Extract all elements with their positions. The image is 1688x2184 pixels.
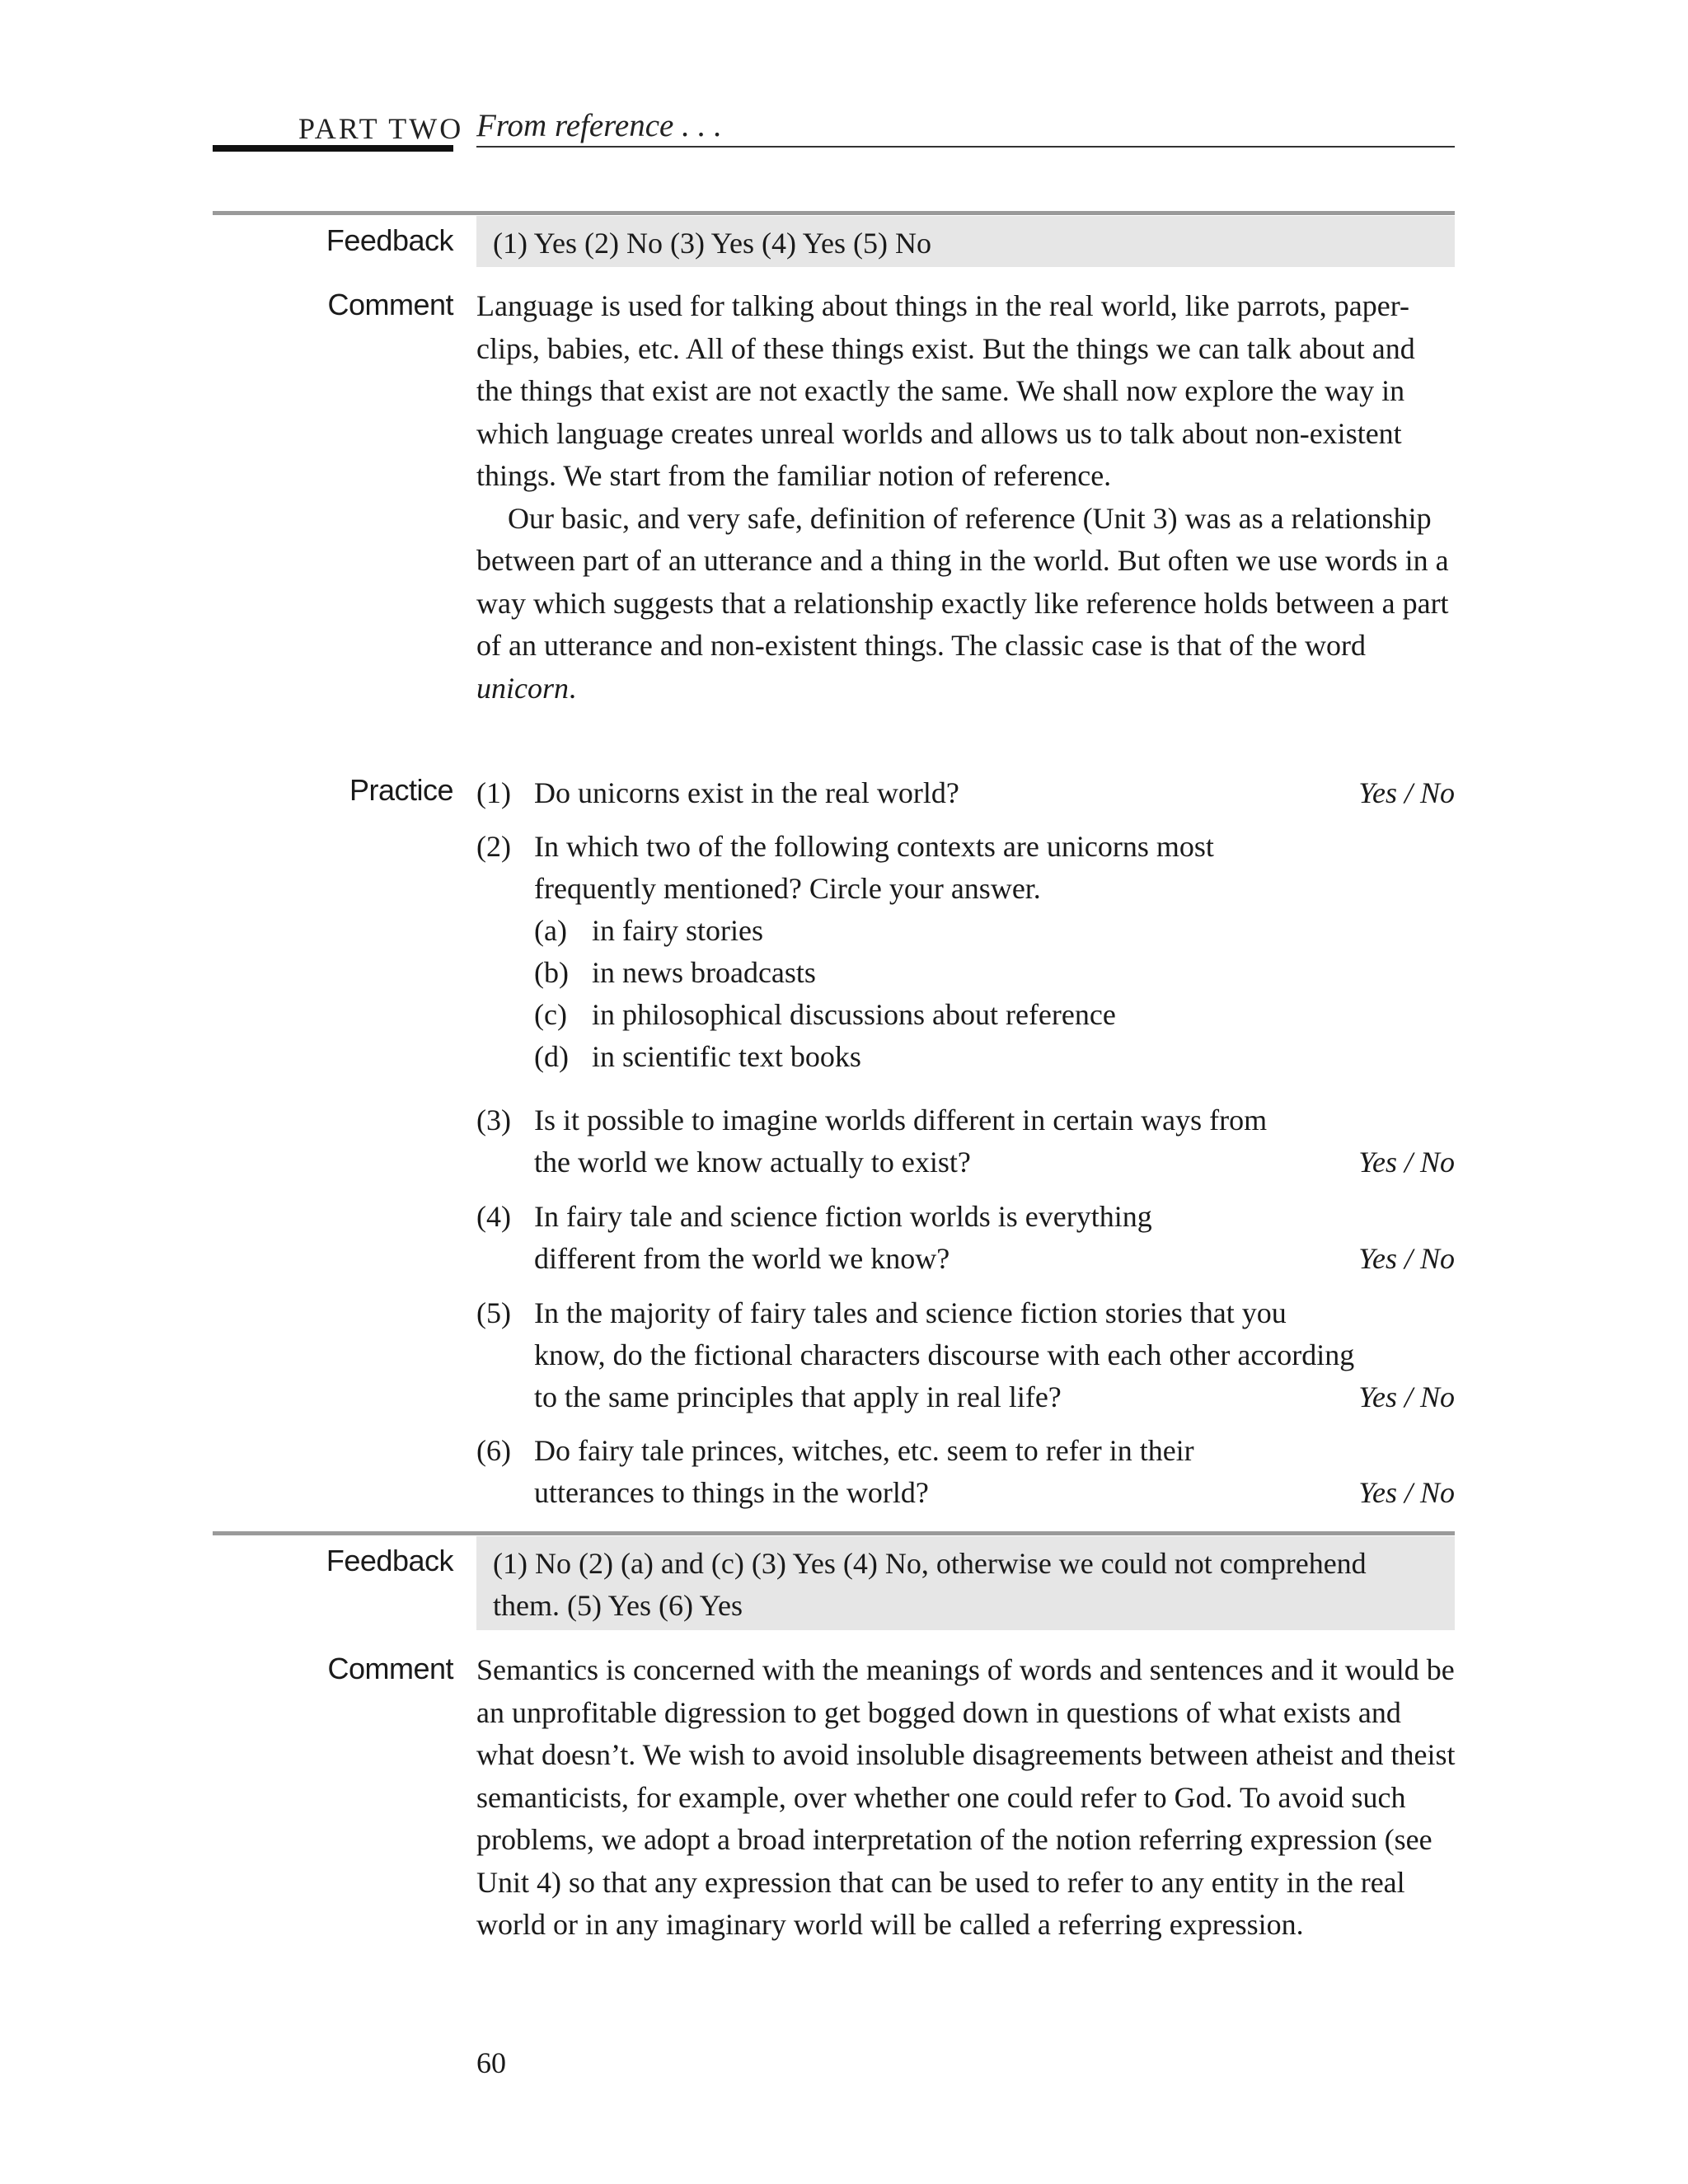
feedback-label: Feedback [326,1544,453,1577]
practice-item: (3) Is it possible to imagine worlds different in certain ways from the world we know actually to exist? Yes / No [476,1099,1455,1183]
comment-text [476,285,1457,710]
practice-item: (2) In which two of the following contexts are unicorns most frequently mentioned? Circle your answer. (a) in fairy stories (b) in news broadcasts (c) in philosophical discussions about reference (d) in scientific text books [476,826,1455,1078]
practice-label: Practice [349,773,453,807]
running-header-part: PART TWO [298,112,464,145]
yes-no-choice[interactable]: Yes / No [1358,1476,1455,1509]
comment-paragraph: Our basic, and very safe, definition of reference (Unit 3) was as a relationship between part of an utterance and a thing in the world. But often we use words in a way which suggests that a relationship exactly like reference holds between a part of an utterance and non-existent things. The classic case is that of the word unicorn. [476,501,1449,705]
feedback-box [476,1536,1455,1630]
option-item[interactable]: (d) in scientific text books [534,1040,861,1073]
practice-item: (1) Do unicorns exist in the real world? Yes / No [476,772,1455,814]
yes-no-choice[interactable]: Yes / No [1358,776,1455,809]
section-rule [213,1531,1455,1535]
option-item[interactable]: (c) in philosophical discussions about reference [534,998,1116,1031]
comment-text [476,1649,1457,1947]
page-number: 60 [476,2046,506,2079]
feedback-label: Feedback [326,223,453,257]
option-item[interactable]: (b) in news broadcasts [534,956,816,989]
yes-no-choice[interactable]: Yes / No [1358,1242,1455,1275]
comment-label: Comment [327,1652,453,1685]
practice-item: (4) In fairy tale and science fiction worlds is everything different from the world we know? Yes / No [476,1196,1455,1280]
yes-no-choice[interactable]: Yes / No [1358,1380,1455,1413]
feedback-text: (1) Yes (2) No (3) Yes (4) Yes (5) No [493,227,932,260]
comment-paragraph: Language is used for talking about things in the real world, like parrots, paper-clips, babies, etc. All of these things exist. But the things we can talk about and the things that exist are not exactly the same. We shall now explore the way in which language creates unreal worlds and allows us to talk about non-existent things. We start from the familiar notion of reference. [476,289,1415,492]
feedback-text: (1) No (2) (a) and (c) (3) Yes (4) No, otherwise we could not comprehend them. (5) Yes (6) Yes [493,1547,1367,1622]
comment-label: Comment [327,288,453,321]
header-rule-thin [476,146,1455,148]
option-item[interactable]: (a) in fairy stories [534,914,763,947]
comment-paragraph: Semantics is concerned with the meanings of words and sentences and it would be an unprofitable digression to get bogged down in questions of what exists and what doesn’t. We wish to avoid insoluble disagreements between atheist and theist semanticists, for example, over whether one could refer to God. To avoid such problems, we adopt a broad interpretation of the notion referring expression (see Unit 4) so that any expression that can be used to refer to any entity in the real world or in any imaginary world will be called a referring expression. [476,1653,1456,1941]
running-header-title: From reference . . . [476,108,722,143]
yes-no-choice[interactable]: Yes / No [1358,1146,1455,1179]
section-rule [213,211,1455,215]
practice-item: (5) In the majority of fairy tales and science fiction stories that you know, do the fictional characters discourse with each other according to the same principles that apply in real life? Yes / No [476,1292,1455,1418]
practice-item: (6) Do fairy tale princes, witches, etc. seem to refer in their utterances to things in the world? Yes / No [476,1430,1455,1514]
feedback-box [476,216,1455,267]
header-rule-thick [213,145,453,152]
